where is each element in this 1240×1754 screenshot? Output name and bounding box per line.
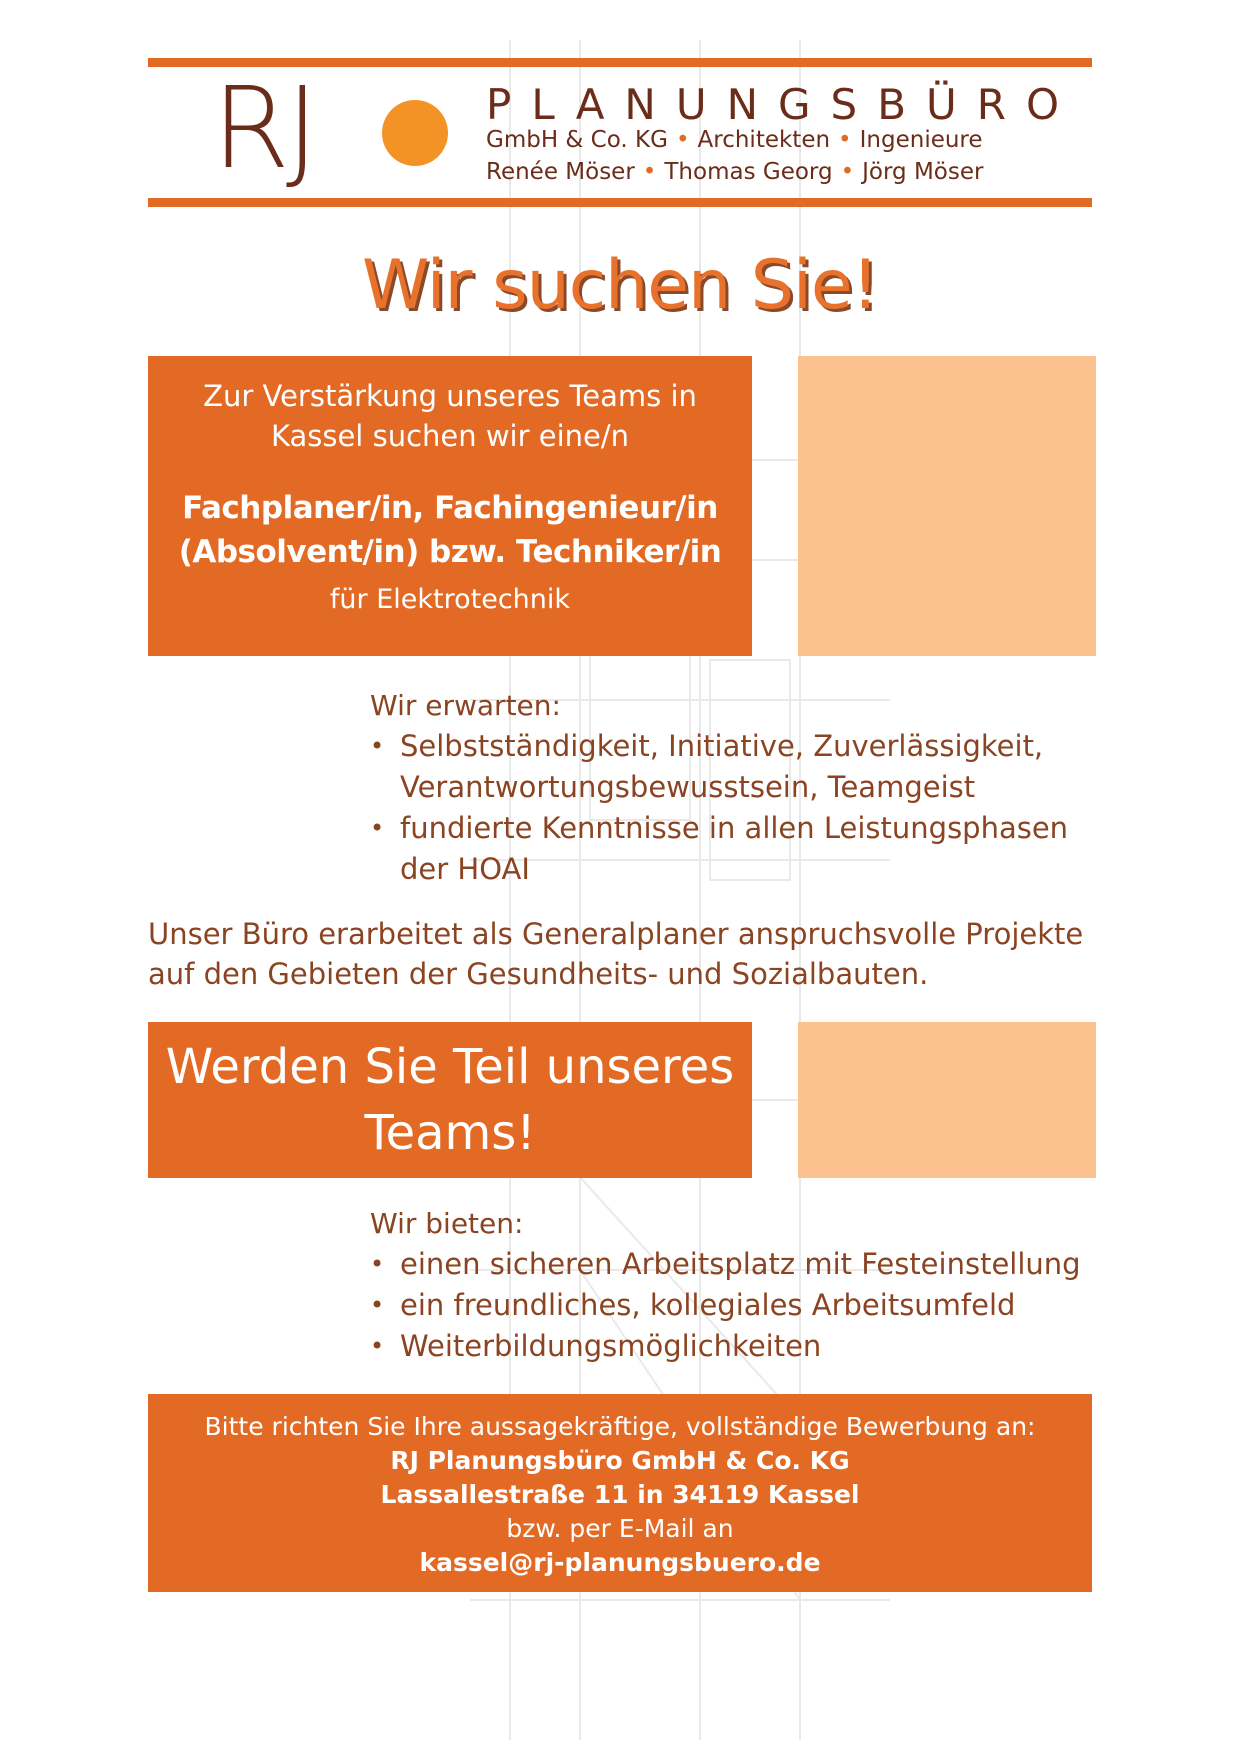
header-rule-bottom <box>148 198 1092 207</box>
list-item-line: Verantwortungsbewusstsein, Teamgeist <box>400 770 976 804</box>
join-box <box>148 1022 752 1178</box>
office-description <box>148 914 1092 994</box>
list-item-line: Selbstständigkeit, Initiative, Zuverlässigkeit, <box>400 729 1044 763</box>
bullet-icon: • <box>370 1332 385 1360</box>
list-item <box>370 808 1090 890</box>
job-intro-line: Zur Verstärkung unseres Teams in <box>203 379 697 413</box>
job-intro <box>148 376 752 456</box>
expectations-list <box>370 726 1090 890</box>
job-intro-line: Kassel suchen wir eine/n <box>270 419 630 453</box>
company-name: PLANUNGSBÜRO <box>486 80 1080 129</box>
bullet-icon: • <box>370 732 385 760</box>
list-item <box>370 726 1090 808</box>
join-line: Werden Sie Teil unseres <box>165 1039 735 1095</box>
company-architects: Architekten <box>697 127 831 153</box>
list-item-text: einen sicheren Arbeitsplatz mit Festeinstellung <box>400 1247 1081 1281</box>
job-field: für Elektrotechnik <box>329 584 571 615</box>
join-text <box>148 1034 752 1166</box>
list-item <box>370 1244 1090 1285</box>
job-position-line: (Absolvent/in) bzw. Techniker/in <box>178 534 722 570</box>
bullet-icon: • <box>370 814 385 842</box>
separator-dot-icon: • <box>840 159 855 185</box>
join-line: Teams! <box>364 1105 536 1161</box>
office-line: Unser Büro erarbeitet als Generalplaner anspruchsvolle Projekte <box>148 917 1084 951</box>
partner-name: Renée Möser <box>486 159 635 185</box>
job-position <box>148 486 752 574</box>
headline: Wir suchen Sie! <box>362 246 878 325</box>
partner-name: Thomas Georg <box>664 159 833 185</box>
company-line-2 <box>486 158 983 186</box>
company-engineers: Ingenieure <box>859 127 983 153</box>
contact-email-intro: bzw. per E-Mail an <box>506 1514 734 1543</box>
company-line-1 <box>486 126 983 154</box>
separator-dot-icon: • <box>838 127 852 153</box>
offers-list <box>370 1244 1090 1367</box>
office-line: auf den Gebieten der Gesundheits- und Sozialbauten. <box>148 957 929 991</box>
bullet-icon: • <box>370 1250 385 1278</box>
logo-rj: RJ <box>212 64 315 194</box>
list-item-text: Weiterbildungsmöglichkeiten <box>400 1329 822 1363</box>
list-item-line: der HOAI <box>400 852 530 886</box>
list-item-text: ein freundliches, kollegiales Arbeitsumfeld <box>400 1288 1016 1322</box>
list-item-line: fundierte Kenntnisse in allen Leistungsphasen <box>400 811 1069 845</box>
contact-address: Lassallestraße 11 in 34119 Kassel <box>380 1480 860 1509</box>
image-placeholder-top <box>798 356 1096 656</box>
image-placeholder-bottom <box>798 1022 1096 1178</box>
job-position-line: Fachplaner/in, Fachingenieur/in <box>182 490 718 526</box>
list-item <box>370 1326 1090 1367</box>
contact-email-link[interactable]: kassel@rj-planungsbuero.de <box>419 1548 821 1577</box>
logo-dot-icon <box>382 100 448 166</box>
list-item <box>370 1285 1090 1326</box>
partner-name: Jörg Möser <box>862 159 984 185</box>
contact-box <box>148 1394 1092 1592</box>
contact-company: RJ Planungsbüro GmbH & Co. KG <box>390 1446 850 1475</box>
offers-title: Wir bieten: <box>370 1207 524 1240</box>
separator-dot-icon: • <box>675 127 690 153</box>
job-box <box>148 356 752 656</box>
contact-instruction: Bitte richten Sie Ihre aussagekräftige, vollständige Bewerbung an: <box>204 1412 1036 1441</box>
expectations-title: Wir erwarten: <box>370 689 561 722</box>
separator-dot-icon: • <box>642 159 657 185</box>
bullet-icon: • <box>370 1291 385 1319</box>
company-legal-form: GmbH & Co. KG <box>486 127 668 153</box>
